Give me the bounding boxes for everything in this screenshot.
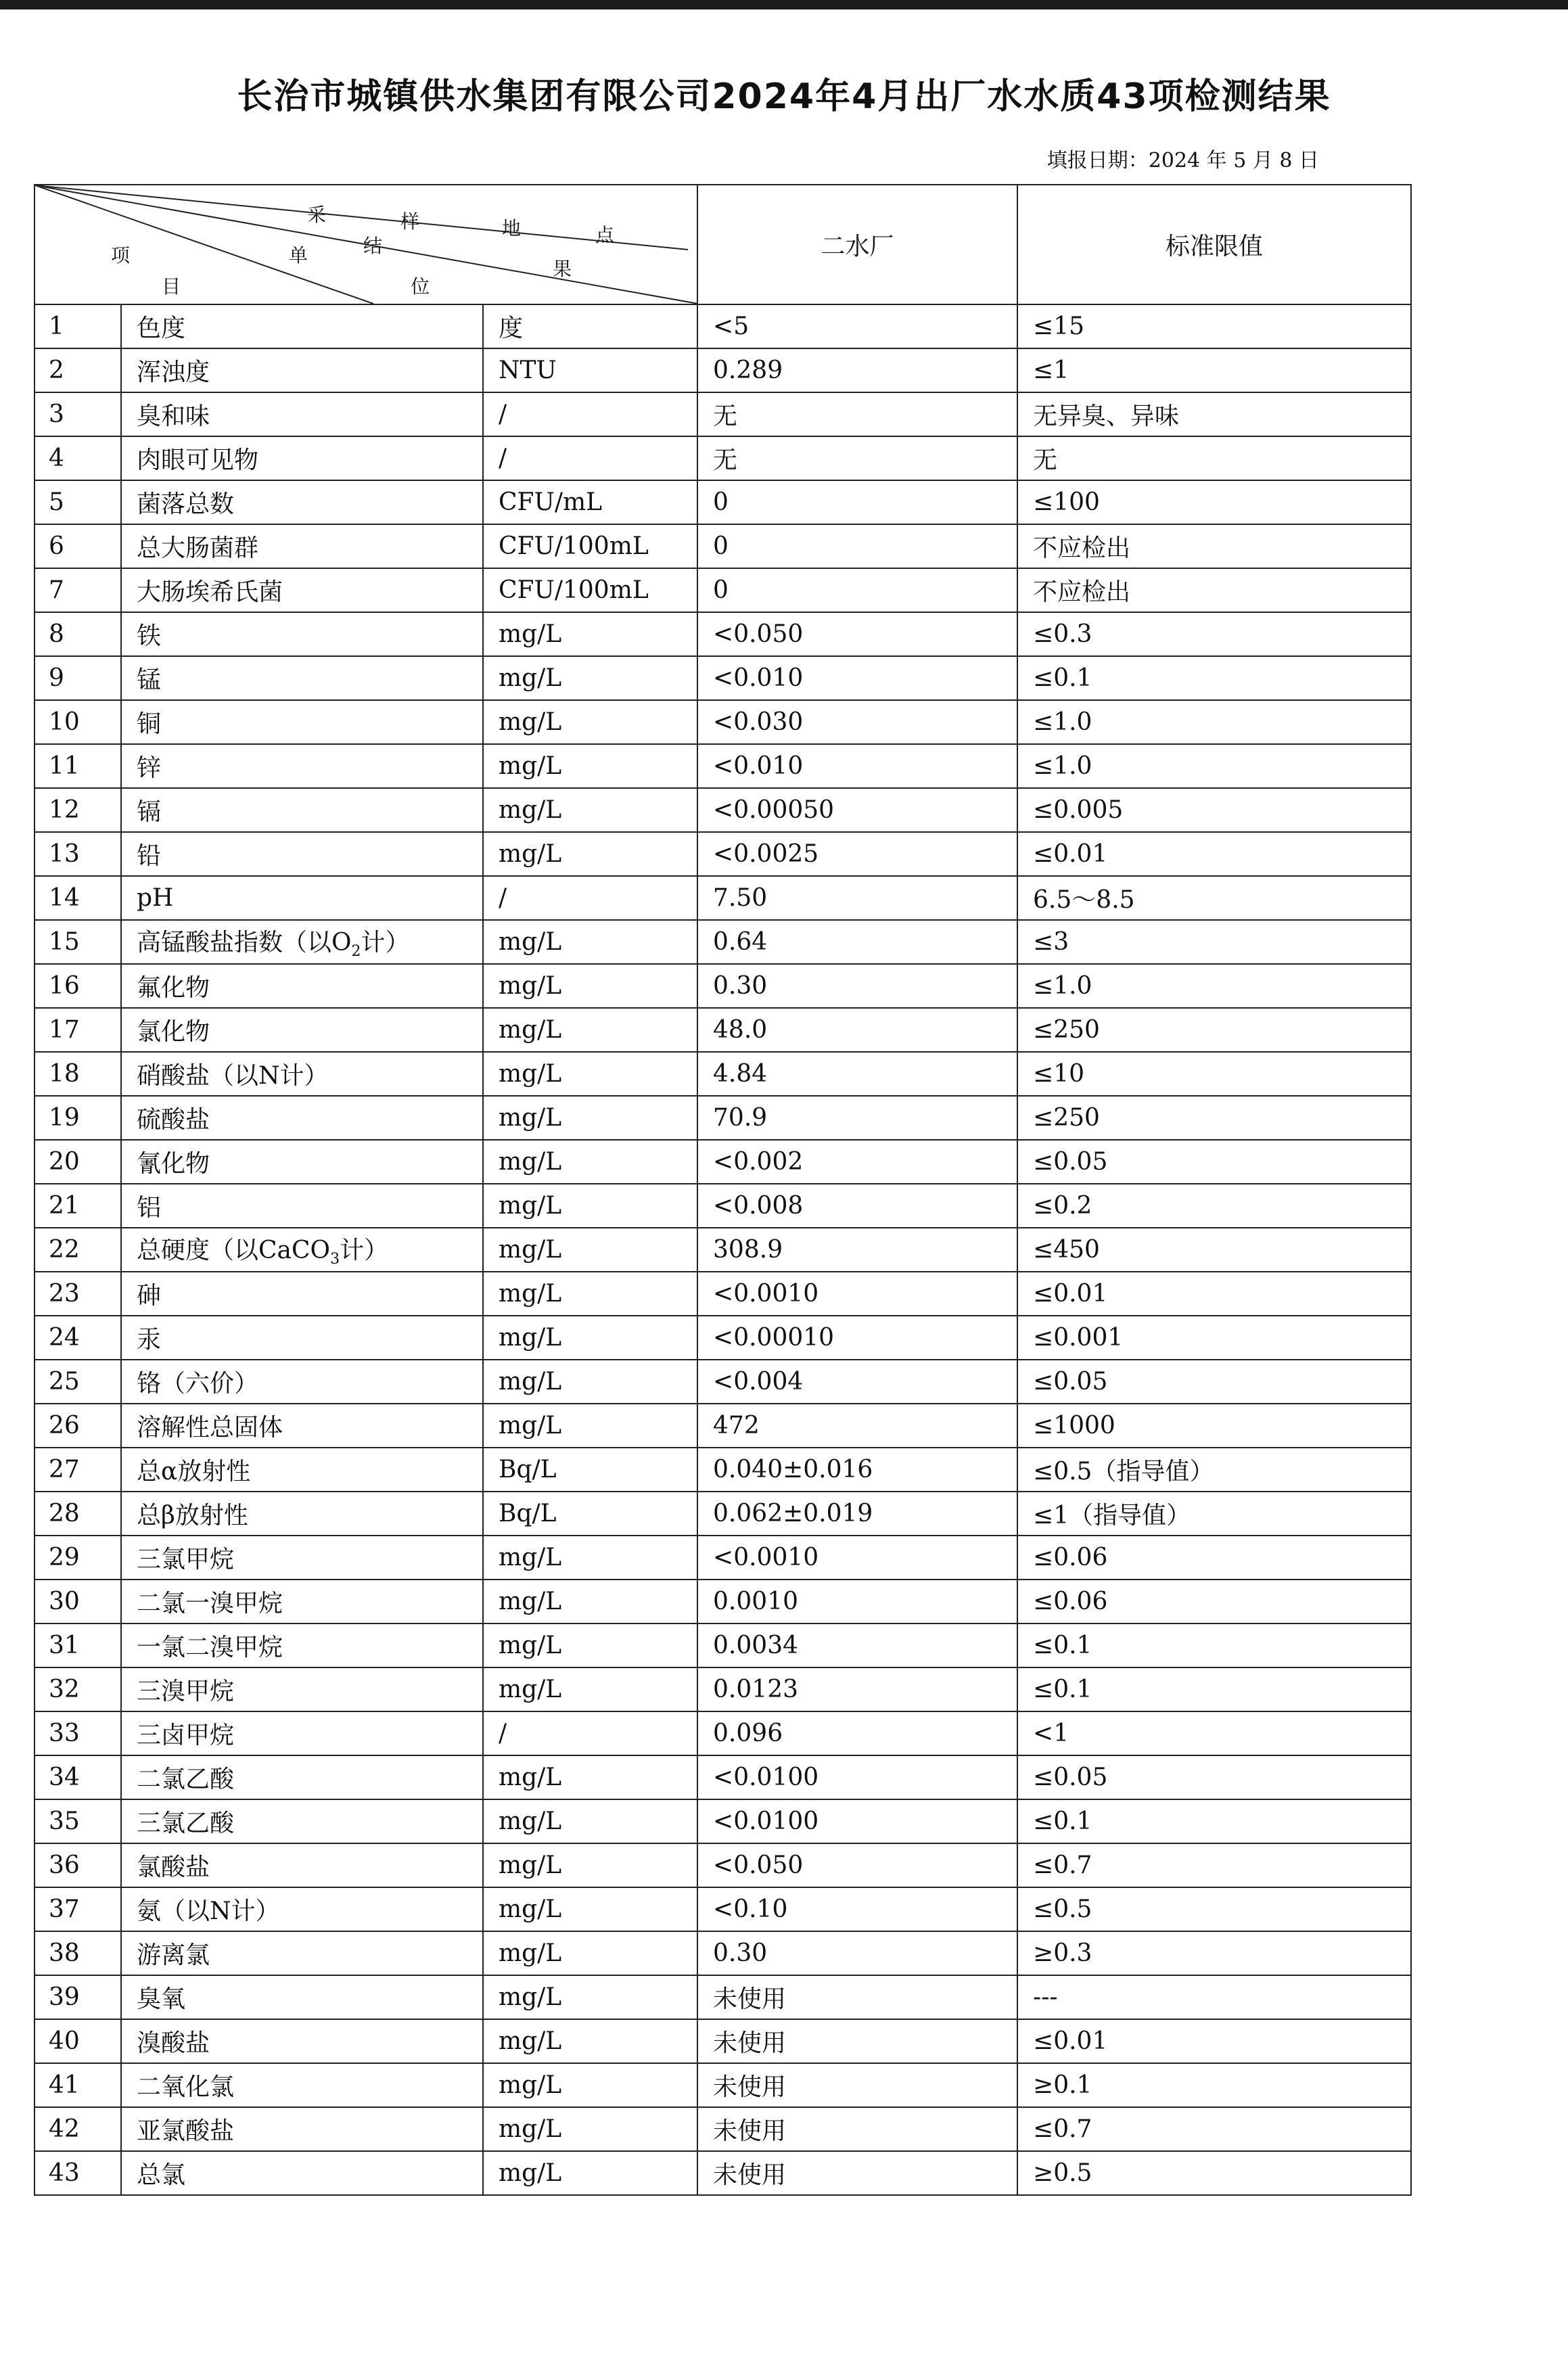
- table-row: [34, 1887, 1411, 1931]
- row-item: 溴酸盐: [121, 2019, 483, 2063]
- row-limit: ≤0.01: [1017, 832, 1411, 876]
- table-row: [34, 2019, 1411, 2063]
- header-item-char-2: 目: [162, 275, 181, 298]
- table-row: [34, 964, 1411, 1008]
- table-row: [34, 1667, 1411, 1711]
- row-limit: ≤1.0: [1017, 700, 1411, 744]
- row-value: 48.0: [697, 1008, 1017, 1052]
- row-number: 13: [34, 832, 121, 876]
- row-value: <0.0010: [697, 1272, 1017, 1316]
- row-unit: mg/L: [483, 1667, 697, 1711]
- row-limit: ≤0.1: [1017, 1623, 1411, 1667]
- row-number: 2: [34, 348, 121, 392]
- row-limit: ≤0.7: [1017, 2107, 1411, 2151]
- row-value: 0: [697, 568, 1017, 612]
- row-limit: ≤250: [1017, 1008, 1411, 1052]
- row-item: 氯酸盐: [121, 1843, 483, 1887]
- row-number: 24: [34, 1316, 121, 1360]
- row-limit: ≤0.01: [1017, 2019, 1411, 2063]
- row-unit: mg/L: [483, 1536, 697, 1580]
- row-unit: /: [483, 876, 697, 920]
- header-result-char-2: 果: [553, 258, 572, 280]
- row-number: 15: [34, 920, 121, 964]
- table-row: [34, 876, 1411, 920]
- row-number: 39: [34, 1975, 121, 2019]
- row-value: 0: [697, 480, 1017, 524]
- row-item: 铅: [121, 832, 483, 876]
- row-value: <0.0100: [697, 1755, 1017, 1799]
- table-row: [34, 1755, 1411, 1799]
- row-limit: ≤1.0: [1017, 744, 1411, 788]
- row-unit: mg/L: [483, 788, 697, 832]
- row-limit: 不应检出: [1017, 568, 1411, 612]
- row-value: 70.9: [697, 1096, 1017, 1140]
- table-row: [34, 480, 1411, 524]
- row-unit: mg/L: [483, 1623, 697, 1667]
- row-number: 35: [34, 1799, 121, 1843]
- row-unit: mg/L: [483, 744, 697, 788]
- row-unit: mg/L: [483, 964, 697, 1008]
- row-item: 氰化物: [121, 1140, 483, 1184]
- row-number: 5: [34, 480, 121, 524]
- row-limit: ≤0.2: [1017, 1184, 1411, 1228]
- row-unit: mg/L: [483, 2063, 697, 2107]
- row-limit: ≤0.05: [1017, 1140, 1411, 1184]
- row-number: 4: [34, 436, 121, 480]
- row-limit: ≤0.1: [1017, 1799, 1411, 1843]
- row-item-text: 总硬度（以CaCO: [137, 1237, 331, 1265]
- row-unit: mg/L: [483, 1799, 697, 1843]
- row-limit: ≥0.3: [1017, 1931, 1411, 1975]
- row-item: 二氯一溴甲烷: [121, 1580, 483, 1623]
- row-unit: mg/L: [483, 1316, 697, 1360]
- row-number: 14: [34, 876, 121, 920]
- table-row: [34, 744, 1411, 788]
- row-number: 33: [34, 1711, 121, 1755]
- table-row: [34, 832, 1411, 876]
- table-row: [34, 1052, 1411, 1096]
- row-item: 铁: [121, 612, 483, 656]
- row-value: 0.0034: [697, 1623, 1017, 1667]
- table-row: [34, 1404, 1411, 1448]
- row-item: 汞: [121, 1316, 483, 1360]
- row-value: 无: [697, 392, 1017, 436]
- row-number: 26: [34, 1404, 121, 1448]
- row-limit: 无异臭、异味: [1017, 392, 1411, 436]
- row-unit: CFU/mL: [483, 480, 697, 524]
- row-value: 4.84: [697, 1052, 1017, 1096]
- row-value: 0.289: [697, 348, 1017, 392]
- row-limit: ≤0.06: [1017, 1580, 1411, 1623]
- table-row: [34, 1448, 1411, 1492]
- row-number: 23: [34, 1272, 121, 1316]
- row-limit: ≥0.5: [1017, 2151, 1411, 2195]
- row-unit: mg/L: [483, 1360, 697, 1404]
- row-number: 9: [34, 656, 121, 700]
- row-item: 溶解性总固体: [121, 1404, 483, 1448]
- row-value: <0.002: [697, 1140, 1017, 1184]
- row-item: 硝酸盐（以N计）: [121, 1052, 483, 1096]
- header-standard: 标准限值: [1017, 185, 1411, 304]
- row-value: <5: [697, 304, 1017, 348]
- row-value: 0.30: [697, 964, 1017, 1008]
- row-item: 锰: [121, 656, 483, 700]
- row-unit: mg/L: [483, 1184, 697, 1228]
- row-limit: ≤1.0: [1017, 964, 1411, 1008]
- row-limit: ≤100: [1017, 480, 1411, 524]
- row-limit: 6.5～8.5: [1017, 876, 1411, 920]
- table-row: [34, 1008, 1411, 1052]
- row-item-subscript: 3: [330, 1251, 340, 1268]
- row-limit: ≤0.01: [1017, 1272, 1411, 1316]
- row-limit: ≤0.1: [1017, 1667, 1411, 1711]
- header-item-char-1: 项: [111, 244, 131, 267]
- row-limit: <1: [1017, 1711, 1411, 1755]
- header-unit-char-2: 位: [411, 275, 430, 298]
- row-item: 硫酸盐: [121, 1096, 483, 1140]
- row-value: 0.0010: [697, 1580, 1017, 1623]
- row-limit: ---: [1017, 1975, 1411, 2019]
- row-unit: mg/L: [483, 2151, 697, 2195]
- row-number: 31: [34, 1623, 121, 1667]
- row-item: 镉: [121, 788, 483, 832]
- row-number: 28: [34, 1492, 121, 1536]
- row-number: 29: [34, 1536, 121, 1580]
- row-value: <0.030: [697, 700, 1017, 744]
- row-number: 38: [34, 1931, 121, 1975]
- row-number: 25: [34, 1360, 121, 1404]
- row-limit: ≤250: [1017, 1096, 1411, 1140]
- row-limit: ≤15: [1017, 304, 1411, 348]
- row-item: 臭和味: [121, 392, 483, 436]
- row-limit: ≤0.5: [1017, 1887, 1411, 1931]
- row-item: 色度: [121, 304, 483, 348]
- row-value: 无: [697, 436, 1017, 480]
- row-number: 7: [34, 568, 121, 612]
- row-unit: mg/L: [483, 1008, 697, 1052]
- row-value: 0.64: [697, 920, 1017, 964]
- table-row: [34, 348, 1411, 392]
- row-value: <0.0100: [697, 1799, 1017, 1843]
- row-unit: CFU/100mL: [483, 524, 697, 568]
- row-unit: Bq/L: [483, 1492, 697, 1536]
- row-unit: mg/L: [483, 1975, 697, 2019]
- row-item: [121, 1228, 483, 1272]
- table-row: [34, 920, 1411, 964]
- row-unit: mg/L: [483, 1272, 697, 1316]
- row-value: <0.00050: [697, 788, 1017, 832]
- row-item: 三溴甲烷: [121, 1667, 483, 1711]
- table-row: [34, 700, 1411, 744]
- row-number: 1: [34, 304, 121, 348]
- row-unit: /: [483, 436, 697, 480]
- table-row: [34, 656, 1411, 700]
- table-row: [34, 1843, 1411, 1887]
- row-number: 21: [34, 1184, 121, 1228]
- row-value: 未使用: [697, 2019, 1017, 2063]
- row-unit: mg/L: [483, 1052, 697, 1096]
- row-item: 三氯甲烷: [121, 1536, 483, 1580]
- row-item: 三氯乙酸: [121, 1799, 483, 1843]
- row-item: 铝: [121, 1184, 483, 1228]
- row-number: 27: [34, 1448, 121, 1492]
- row-item-tail: 计）: [361, 929, 410, 957]
- row-value: 7.50: [697, 876, 1017, 920]
- row-unit: Bq/L: [483, 1448, 697, 1492]
- row-number: 40: [34, 2019, 121, 2063]
- row-value: 未使用: [697, 1975, 1017, 2019]
- table-row: [34, 1272, 1411, 1316]
- table-row: [34, 1184, 1411, 1228]
- row-limit: ≥0.1: [1017, 2063, 1411, 2107]
- row-value: 472: [697, 1404, 1017, 1448]
- row-number: 42: [34, 2107, 121, 2151]
- table-row: [34, 1711, 1411, 1755]
- row-unit: mg/L: [483, 656, 697, 700]
- row-number: 34: [34, 1755, 121, 1799]
- row-value: 未使用: [697, 2107, 1017, 2151]
- table-row: [34, 1799, 1411, 1843]
- table-header-row: [34, 185, 1411, 304]
- row-unit: mg/L: [483, 700, 697, 744]
- row-unit: mg/L: [483, 1580, 697, 1623]
- row-item: 总α放射性: [121, 1448, 483, 1492]
- header-result-char-1: 结: [363, 235, 383, 257]
- row-limit: ≤1: [1017, 348, 1411, 392]
- row-value: 0.040±0.016: [697, 1448, 1017, 1492]
- row-number: 12: [34, 788, 121, 832]
- row-item: 锌: [121, 744, 483, 788]
- header-sampling-char-1: 采: [307, 204, 327, 226]
- diagonal-header-cell: [34, 185, 697, 304]
- row-number: 10: [34, 700, 121, 744]
- row-limit: ≤0.1: [1017, 656, 1411, 700]
- row-number: 18: [34, 1052, 121, 1096]
- row-item-subscript: 2: [351, 943, 361, 961]
- row-number: 6: [34, 524, 121, 568]
- row-item: 二氯乙酸: [121, 1755, 483, 1799]
- row-item-tail: 计）: [340, 1237, 389, 1265]
- row-item: 臭氧: [121, 1975, 483, 2019]
- table-row: [34, 1580, 1411, 1623]
- row-item: 游离氯: [121, 1931, 483, 1975]
- row-number: 16: [34, 964, 121, 1008]
- row-value: <0.0025: [697, 832, 1017, 876]
- row-item: pH: [121, 876, 483, 920]
- row-unit: mg/L: [483, 1887, 697, 1931]
- table-row: [34, 392, 1411, 436]
- row-value: <0.10: [697, 1887, 1017, 1931]
- row-value: <0.0010: [697, 1536, 1017, 1580]
- header-sampling-char-4: 点: [595, 224, 615, 246]
- row-item: 铜: [121, 700, 483, 744]
- row-unit: mg/L: [483, 1843, 697, 1887]
- row-value: <0.050: [697, 1843, 1017, 1887]
- row-unit: mg/L: [483, 1228, 697, 1272]
- table-row: [34, 1492, 1411, 1536]
- table-row: [34, 612, 1411, 656]
- row-limit: ≤3: [1017, 920, 1411, 964]
- row-limit: ≤450: [1017, 1228, 1411, 1272]
- table-row: [34, 2151, 1411, 2195]
- row-unit: mg/L: [483, 1096, 697, 1140]
- row-value: 0: [697, 524, 1017, 568]
- row-item-text: 高锰酸盐指数（以O: [137, 929, 352, 957]
- row-unit: mg/L: [483, 1931, 697, 1975]
- row-item: 总β放射性: [121, 1492, 483, 1536]
- row-limit: ≤0.5（指导值）: [1017, 1448, 1411, 1492]
- header-unit-char-1: 单: [289, 244, 308, 267]
- row-number: 17: [34, 1008, 121, 1052]
- row-unit: mg/L: [483, 1404, 697, 1448]
- table-row: [34, 1360, 1411, 1404]
- row-value: <0.010: [697, 656, 1017, 700]
- row-unit: mg/L: [483, 1755, 697, 1799]
- row-unit: mg/L: [483, 1140, 697, 1184]
- row-item: 砷: [121, 1272, 483, 1316]
- table-row: [34, 1096, 1411, 1140]
- row-value: <0.008: [697, 1184, 1017, 1228]
- row-unit: /: [483, 1711, 697, 1755]
- row-item: 氯化物: [121, 1008, 483, 1052]
- row-unit: mg/L: [483, 612, 697, 656]
- row-item: 总氯: [121, 2151, 483, 2195]
- row-value: <0.00010: [697, 1316, 1017, 1360]
- row-limit: ≤0.3: [1017, 612, 1411, 656]
- row-unit: 度: [483, 304, 697, 348]
- row-item: 一氯二溴甲烷: [121, 1623, 483, 1667]
- row-limit: ≤0.7: [1017, 1843, 1411, 1887]
- table-row: [34, 1931, 1411, 1975]
- row-value: 未使用: [697, 2151, 1017, 2195]
- row-limit: 无: [1017, 436, 1411, 480]
- row-item: 肉眼可见物: [121, 436, 483, 480]
- page-title: 长治市城镇供水集团有限公司2024年4月出厂水水质43项检测结果: [237, 76, 1331, 117]
- fill-date: 填报日期：2024 年 5 月 8 日: [1046, 149, 1319, 172]
- row-limit: ≤0.06: [1017, 1536, 1411, 1580]
- row-number: 41: [34, 2063, 121, 2107]
- row-number: 22: [34, 1228, 121, 1272]
- row-limit: ≤0.05: [1017, 1360, 1411, 1404]
- row-unit: mg/L: [483, 2107, 697, 2151]
- scan-top-edge: [0, 0, 1568, 9]
- table-row: [34, 436, 1411, 480]
- table-row: [34, 524, 1411, 568]
- row-item: 铬（六价）: [121, 1360, 483, 1404]
- table-row: [34, 1975, 1411, 2019]
- row-unit: mg/L: [483, 2019, 697, 2063]
- row-limit: ≤10: [1017, 1052, 1411, 1096]
- row-value: 308.9: [697, 1228, 1017, 1272]
- row-number: 37: [34, 1887, 121, 1931]
- results-table: [34, 184, 1412, 2196]
- table-row: [34, 1316, 1411, 1360]
- row-number: 43: [34, 2151, 121, 2195]
- table-row: [34, 1536, 1411, 1580]
- table-row: [34, 568, 1411, 612]
- header-plant: 二水厂: [697, 185, 1017, 304]
- row-value: <0.050: [697, 612, 1017, 656]
- row-unit: mg/L: [483, 832, 697, 876]
- table-row: [34, 304, 1411, 348]
- table-row: [34, 1228, 1411, 1272]
- row-limit: ≤0.001: [1017, 1316, 1411, 1360]
- row-limit: ≤0.05: [1017, 1755, 1411, 1799]
- row-number: 20: [34, 1140, 121, 1184]
- row-limit: ≤1（指导值）: [1017, 1492, 1411, 1536]
- row-item: 菌落总数: [121, 480, 483, 524]
- row-number: 36: [34, 1843, 121, 1887]
- row-value: <0.010: [697, 744, 1017, 788]
- row-item: 亚氯酸盐: [121, 2107, 483, 2151]
- row-item: 浑浊度: [121, 348, 483, 392]
- row-unit: mg/L: [483, 920, 697, 964]
- row-value: 0.30: [697, 1931, 1017, 1975]
- row-unit: CFU/100mL: [483, 568, 697, 612]
- table-row: [34, 2063, 1411, 2107]
- row-number: 19: [34, 1096, 121, 1140]
- row-number: 3: [34, 392, 121, 436]
- table-row: [34, 2107, 1411, 2151]
- row-item: [121, 920, 483, 964]
- header-sampling-char-3: 地: [502, 217, 522, 239]
- row-value: 0.096: [697, 1711, 1017, 1755]
- table-row: [34, 1140, 1411, 1184]
- header-sampling-char-2: 样: [400, 210, 420, 233]
- row-limit: ≤1000: [1017, 1404, 1411, 1448]
- table-row: [34, 788, 1411, 832]
- row-value: <0.004: [697, 1360, 1017, 1404]
- table-row: [34, 1623, 1411, 1667]
- row-unit: /: [483, 392, 697, 436]
- row-number: 8: [34, 612, 121, 656]
- row-value: 0.0123: [697, 1667, 1017, 1711]
- row-item: 三卤甲烷: [121, 1711, 483, 1755]
- row-number: 11: [34, 744, 121, 788]
- row-item: 氟化物: [121, 964, 483, 1008]
- row-limit: 不应检出: [1017, 524, 1411, 568]
- row-unit: NTU: [483, 348, 697, 392]
- table-body: [34, 304, 1411, 2195]
- row-value: 0.062±0.019: [697, 1492, 1017, 1536]
- row-limit: ≤0.005: [1017, 788, 1411, 832]
- row-value: 未使用: [697, 2063, 1017, 2107]
- row-item: 大肠埃希氏菌: [121, 568, 483, 612]
- row-item: 二氧化氯: [121, 2063, 483, 2107]
- row-number: 32: [34, 1667, 121, 1711]
- row-item: 氨（以N计）: [121, 1887, 483, 1931]
- row-number: 30: [34, 1580, 121, 1623]
- row-item: 总大肠菌群: [121, 524, 483, 568]
